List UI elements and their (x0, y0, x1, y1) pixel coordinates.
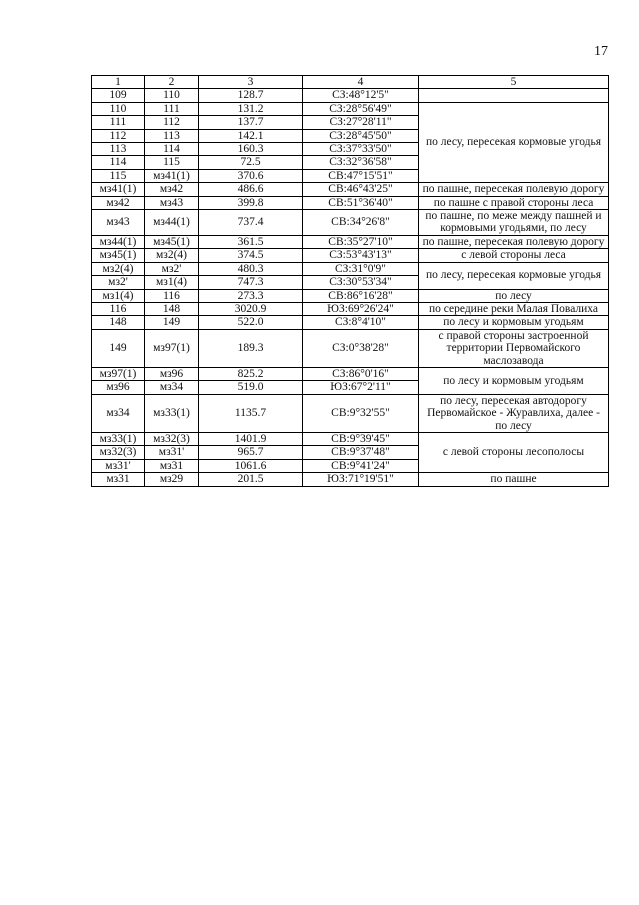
segment-length-cell: 128.7 (199, 89, 303, 102)
header-col-5: 5 (419, 76, 609, 89)
table-row (92, 316, 609, 329)
bearing-cell: СВ:34°26'8" (303, 210, 419, 236)
bearing-cell: СЗ:27°28'11" (303, 116, 419, 129)
to-point-cell: мз97(1) (145, 329, 199, 367)
from-point-cell: мз1(4) (92, 289, 145, 302)
from-point-cell: 109 (92, 89, 145, 102)
to-point-cell: 111 (145, 102, 199, 115)
bearing-cell: СВ:9°37'48" (303, 446, 419, 459)
segment-length-cell: 480.3 (199, 262, 303, 275)
bearing-cell: СВ:9°39'45" (303, 432, 419, 445)
page-number: 17 (594, 44, 608, 59)
bearing-cell: ЮЗ:71°19'51" (303, 473, 419, 486)
to-point-cell: мз29 (145, 473, 199, 486)
from-point-cell: 111 (92, 116, 145, 129)
table-row (92, 235, 609, 248)
bearing-cell: СВ:47°15'51" (303, 169, 419, 182)
segment-length-cell: 522.0 (199, 316, 303, 329)
table-row (92, 302, 609, 315)
table-row (92, 262, 609, 275)
bearing-cell: СЗ:28°56'49" (303, 102, 419, 115)
from-point-cell: мз31 (92, 473, 145, 486)
from-point-cell: мз44(1) (92, 235, 145, 248)
to-point-cell: мз44(1) (145, 210, 199, 236)
table-row (92, 102, 609, 115)
from-point-cell: 148 (92, 316, 145, 329)
to-point-cell: 110 (145, 89, 199, 102)
to-point-cell: мз34 (145, 381, 199, 394)
description-cell: с левой стороны леса (419, 249, 609, 262)
boundary-table (91, 75, 609, 487)
table-row (92, 196, 609, 209)
from-point-cell: 115 (92, 169, 145, 182)
segment-length-cell: 1061.6 (199, 459, 303, 472)
to-point-cell: 149 (145, 316, 199, 329)
table-row (92, 329, 609, 367)
segment-length-cell: 160.3 (199, 143, 303, 156)
description-cell: по лесу и кормовым угодьям (419, 316, 609, 329)
from-point-cell: 113 (92, 143, 145, 156)
table-body (92, 89, 609, 486)
to-point-cell: мз32(3) (145, 432, 199, 445)
to-point-cell: мз31' (145, 446, 199, 459)
bearing-cell: СВ:35°27'10" (303, 235, 419, 248)
segment-length-cell: 825.2 (199, 367, 303, 380)
segment-length-cell: 737.4 (199, 210, 303, 236)
segment-length-cell: 273.3 (199, 289, 303, 302)
description-cell: по лесу, пересекая кормовые угодья (419, 262, 609, 289)
table-row (92, 210, 609, 236)
description-cell: по лесу, пересекая автодорогу Первомайское - Журавлиха, далее - по лесу (419, 394, 609, 432)
description-cell: по пашне с правой стороны леса (419, 196, 609, 209)
to-point-cell: 116 (145, 289, 199, 302)
header-col-4: 4 (303, 76, 419, 89)
bearing-cell: СВ:9°32'55" (303, 394, 419, 432)
bearing-cell: СЗ:86°0'16" (303, 367, 419, 380)
segment-length-cell: 399.8 (199, 196, 303, 209)
to-point-cell: мз1(4) (145, 276, 199, 289)
segment-length-cell: 370.6 (199, 169, 303, 182)
bearing-cell: СЗ:8°4'10" (303, 316, 419, 329)
from-point-cell: мз45(1) (92, 249, 145, 262)
segment-length-cell: 747.3 (199, 276, 303, 289)
segment-length-cell: 965.7 (199, 446, 303, 459)
to-point-cell: 114 (145, 143, 199, 156)
from-point-cell: мз2' (92, 276, 145, 289)
table-row (92, 432, 609, 445)
to-point-cell: мз31 (145, 459, 199, 472)
segment-length-cell: 1135.7 (199, 394, 303, 432)
segment-length-cell: 201.5 (199, 473, 303, 486)
bearing-cell: ЮЗ:67°2'11" (303, 381, 419, 394)
header-col-2: 2 (145, 76, 199, 89)
description-cell: по пашне, по меже между пашней и кормовыми угодьями, по лесу (419, 210, 609, 236)
bearing-cell: ЮЗ:69°26'24" (303, 302, 419, 315)
segment-length-cell: 374.5 (199, 249, 303, 262)
description-cell: по пашне (419, 473, 609, 486)
segment-length-cell: 3020.9 (199, 302, 303, 315)
description-cell: с левой стороны лесополосы (419, 432, 609, 472)
table-header-row (92, 76, 609, 89)
segment-length-cell: 137.7 (199, 116, 303, 129)
bearing-cell: СЗ:37°33'50" (303, 143, 419, 156)
from-point-cell: мз34 (92, 394, 145, 432)
table-row (92, 367, 609, 380)
table-row (92, 473, 609, 486)
from-point-cell: 116 (92, 302, 145, 315)
from-point-cell: мз33(1) (92, 432, 145, 445)
from-point-cell: мз96 (92, 381, 145, 394)
table-row (92, 89, 609, 102)
bearing-cell: СЗ:28°45'50" (303, 129, 419, 142)
description-cell: по лесу, пересекая кормовые угодья (419, 102, 609, 182)
bearing-cell: СЗ:48°12'5" (303, 89, 419, 102)
segment-length-cell: 72.5 (199, 156, 303, 169)
segment-length-cell: 142.1 (199, 129, 303, 142)
bearing-cell: СВ:86°16'28" (303, 289, 419, 302)
table-row (92, 249, 609, 262)
from-point-cell: мз42 (92, 196, 145, 209)
to-point-cell: 115 (145, 156, 199, 169)
description-cell: по пашне, пересекая полевую дорогу (419, 235, 609, 248)
bearing-cell: СЗ:32°36'58" (303, 156, 419, 169)
description-cell: с правой стороны застроенной территории Первомайского маслозавода (419, 329, 609, 367)
from-point-cell: мз32(3) (92, 446, 145, 459)
bearing-cell: СЗ:0°38'28" (303, 329, 419, 367)
segment-length-cell: 1401.9 (199, 432, 303, 445)
to-point-cell: мз45(1) (145, 235, 199, 248)
header-col-3: 3 (199, 76, 303, 89)
segment-length-cell: 361.5 (199, 235, 303, 248)
from-point-cell: мз2(4) (92, 262, 145, 275)
to-point-cell: 148 (145, 302, 199, 315)
from-point-cell: мз31' (92, 459, 145, 472)
to-point-cell: 113 (145, 129, 199, 142)
from-point-cell: 114 (92, 156, 145, 169)
bearing-cell: СЗ:53°43'13" (303, 249, 419, 262)
from-point-cell: 149 (92, 329, 145, 367)
segment-length-cell: 131.2 (199, 102, 303, 115)
bearing-cell: СЗ:30°53'34" (303, 276, 419, 289)
description-cell (419, 89, 609, 102)
to-point-cell: мз43 (145, 196, 199, 209)
from-point-cell: мз97(1) (92, 367, 145, 380)
bearing-cell: СВ:46°43'25" (303, 183, 419, 196)
segment-length-cell: 519.0 (199, 381, 303, 394)
bearing-cell: СВ:51°36'40" (303, 196, 419, 209)
description-cell: по пашне, пересекая полевую дорогу (419, 183, 609, 196)
to-point-cell: мз2' (145, 262, 199, 275)
from-point-cell: мз43 (92, 210, 145, 236)
to-point-cell: мз2(4) (145, 249, 199, 262)
table-row (92, 183, 609, 196)
to-point-cell: 112 (145, 116, 199, 129)
to-point-cell: мз41(1) (145, 169, 199, 182)
description-cell: по середине реки Малая Повалиха (419, 302, 609, 315)
to-point-cell: мз96 (145, 367, 199, 380)
segment-length-cell: 486.6 (199, 183, 303, 196)
from-point-cell: мз41(1) (92, 183, 145, 196)
bearing-cell: СВ:9°41'24" (303, 459, 419, 472)
header-col-1: 1 (92, 76, 145, 89)
to-point-cell: мз42 (145, 183, 199, 196)
description-cell: по лесу и кормовым угодьям (419, 367, 609, 394)
from-point-cell: 112 (92, 129, 145, 142)
bearing-cell: СЗ:31°0'9" (303, 262, 419, 275)
table-row (92, 289, 609, 302)
segment-length-cell: 189.3 (199, 329, 303, 367)
to-point-cell: мз33(1) (145, 394, 199, 432)
table-row (92, 394, 609, 432)
description-cell: по лесу (419, 289, 609, 302)
from-point-cell: 110 (92, 102, 145, 115)
